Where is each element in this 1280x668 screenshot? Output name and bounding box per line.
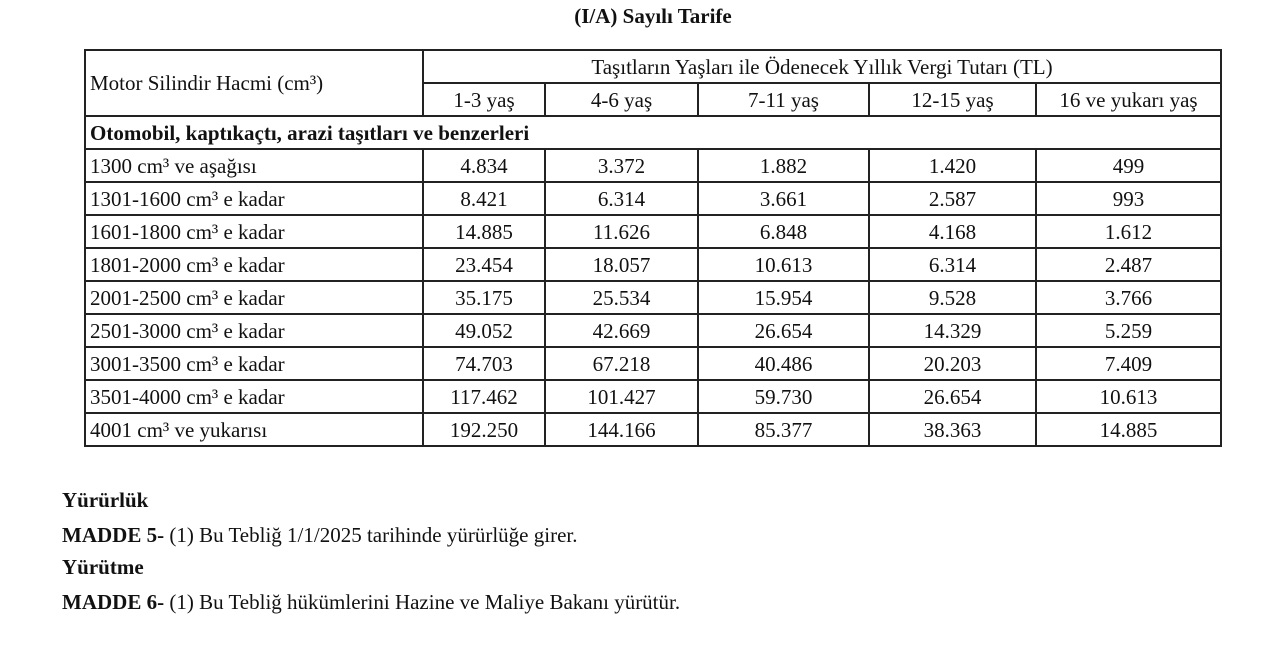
article-5-label: MADDE 5- — [62, 523, 165, 547]
tax-value-cell: 4.168 — [869, 215, 1036, 248]
engine-volume-label: 4001 cm³ ve yukarısı — [85, 413, 423, 446]
tax-value-cell: 14.885 — [1036, 413, 1221, 446]
article-5 — [62, 521, 577, 549]
tax-value-cell: 6.848 — [698, 215, 869, 248]
engine-volume-label: 1801-2000 cm³ e kadar — [85, 248, 423, 281]
engine-volume-label: 2501-3000 cm³ e kadar — [85, 314, 423, 347]
article-6-text: (1) Bu Tebliğ hükümlerini Hazine ve Maliye Bakanı yürütür. — [164, 590, 681, 614]
tax-value-cell: 101.427 — [545, 380, 698, 413]
tax-value-cell: 1.882 — [698, 149, 869, 182]
tax-value-cell: 74.703 — [423, 347, 545, 380]
engine-volume-label: 1301-1600 cm³ e kadar — [85, 182, 423, 215]
tax-value-cell: 9.528 — [869, 281, 1036, 314]
engine-volume-label: 2001-2500 cm³ e kadar — [85, 281, 423, 314]
table-row — [85, 413, 1221, 446]
tax-value-cell: 1.612 — [1036, 215, 1221, 248]
tax-value-cell: 23.454 — [423, 248, 545, 281]
table-body — [85, 149, 1221, 446]
tax-value-cell: 3.661 — [698, 182, 869, 215]
tax-table — [84, 49, 1222, 447]
tax-value-cell: 5.259 — [1036, 314, 1221, 347]
table-row — [85, 248, 1221, 281]
engine-volume-header: Motor Silindir Hacmi (cm³) — [85, 50, 423, 116]
tax-value-cell: 6.314 — [869, 248, 1036, 281]
tax-value-cell: 993 — [1036, 182, 1221, 215]
tax-value-cell: 3.372 — [545, 149, 698, 182]
tax-value-cell: 1.420 — [869, 149, 1036, 182]
tax-value-cell: 4.834 — [423, 149, 545, 182]
tax-value-cell: 26.654 — [698, 314, 869, 347]
page-title: (I/A) Sayılı Tarife — [574, 4, 732, 28]
table-header-row — [85, 50, 1221, 83]
tax-value-cell: 10.613 — [1036, 380, 1221, 413]
tax-value-cell: 10.613 — [698, 248, 869, 281]
engine-volume-label: 3501-4000 cm³ e kadar — [85, 380, 423, 413]
tax-value-cell: 59.730 — [698, 380, 869, 413]
engine-volume-label: 1601-1800 cm³ e kadar — [85, 215, 423, 248]
tax-amount-header: Taşıtların Yaşları ile Ödenecek Yıllık Vergi Tutarı (TL) — [423, 50, 1221, 83]
tax-value-cell: 2.487 — [1036, 248, 1221, 281]
tax-value-cell: 20.203 — [869, 347, 1036, 380]
table-row — [85, 149, 1221, 182]
tax-value-cell: 117.462 — [423, 380, 545, 413]
tax-value-cell: 42.669 — [545, 314, 698, 347]
table-row — [85, 182, 1221, 215]
age-column-header: 16 ve yukarı yaş — [1036, 83, 1221, 116]
table-row — [85, 281, 1221, 314]
tax-value-cell: 67.218 — [545, 347, 698, 380]
tax-value-cell: 26.654 — [869, 380, 1036, 413]
tax-value-cell: 85.377 — [698, 413, 869, 446]
category-row — [85, 116, 1221, 149]
tax-value-cell: 3.766 — [1036, 281, 1221, 314]
engine-volume-label: 1300 cm³ ve aşağısı — [85, 149, 423, 182]
table-row — [85, 380, 1221, 413]
category-label: Otomobil, kaptıkaçtı, arazi taşıtları ve benzerleri — [85, 116, 1221, 149]
tax-value-cell: 14.329 — [869, 314, 1036, 347]
tax-value-cell: 144.166 — [545, 413, 698, 446]
age-column-header: 7-11 yaş — [698, 83, 869, 116]
engine-volume-label: 3001-3500 cm³ e kadar — [85, 347, 423, 380]
tax-value-cell: 14.885 — [423, 215, 545, 248]
article-6-label: MADDE 6- — [62, 590, 165, 614]
age-column-header: 12-15 yaş — [869, 83, 1036, 116]
tax-value-cell: 8.421 — [423, 182, 545, 215]
table-row — [85, 314, 1221, 347]
table-row — [85, 347, 1221, 380]
article-6 — [62, 588, 680, 616]
section-heading-yururluk: Yürürlük — [62, 488, 149, 512]
section-heading-yurutme: Yürütme — [62, 555, 144, 579]
tax-value-cell: 38.363 — [869, 413, 1036, 446]
age-column-header: 1-3 yaş — [423, 83, 545, 116]
tax-value-cell: 11.626 — [545, 215, 698, 248]
tax-value-cell: 49.052 — [423, 314, 545, 347]
tax-value-cell: 25.534 — [545, 281, 698, 314]
tax-value-cell: 7.409 — [1036, 347, 1221, 380]
tax-value-cell: 192.250 — [423, 413, 545, 446]
tax-value-cell: 2.587 — [869, 182, 1036, 215]
tax-value-cell: 18.057 — [545, 248, 698, 281]
table-row — [85, 215, 1221, 248]
tax-value-cell: 499 — [1036, 149, 1221, 182]
tax-value-cell: 40.486 — [698, 347, 869, 380]
tax-value-cell: 15.954 — [698, 281, 869, 314]
article-5-text: (1) Bu Tebliğ 1/1/2025 tarihinde yürürlüğe girer. — [164, 523, 578, 547]
age-column-header: 4-6 yaş — [545, 83, 698, 116]
tax-value-cell: 6.314 — [545, 182, 698, 215]
tax-value-cell: 35.175 — [423, 281, 545, 314]
